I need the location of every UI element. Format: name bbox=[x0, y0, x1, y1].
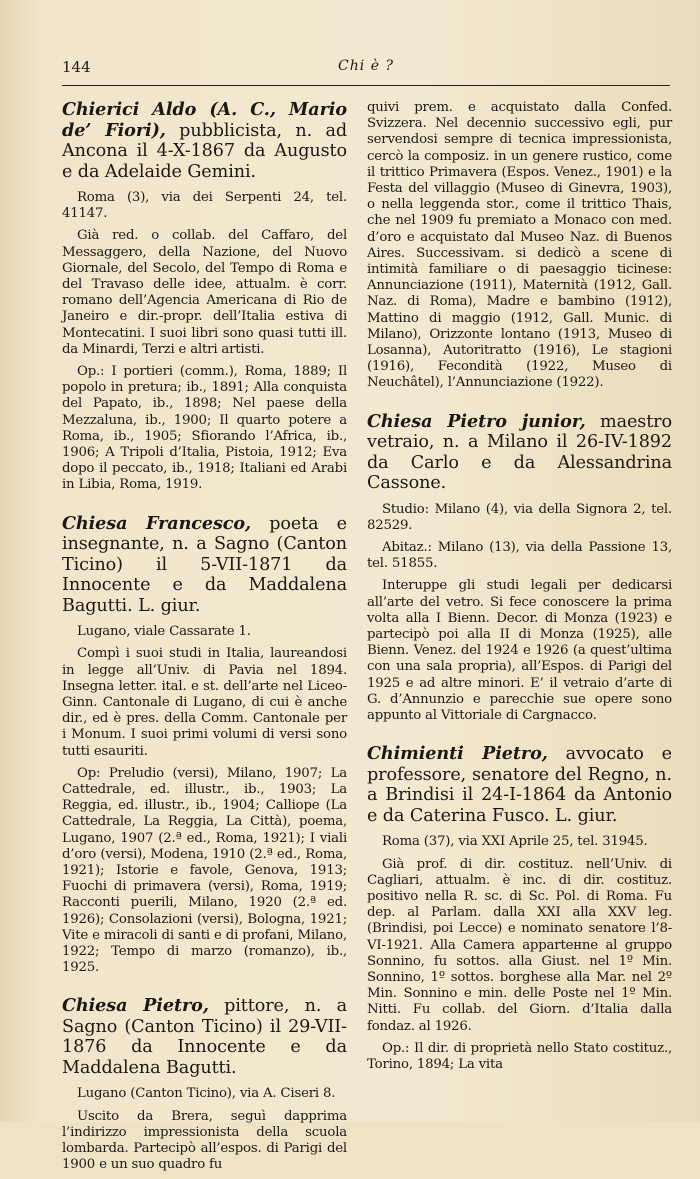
entry-career: Uscito da Brera, seguì dapprima l’indirizzo impressionista della scuola lombarda. Partecipò all’espos. di Parigi del 1900 e un suo quadro fu bbox=[62, 1108, 347, 1173]
entry-description: pubblicista, n. ad Ancona il 4-X-1867 da Augusto e da Adelaide Gemini. bbox=[62, 120, 347, 182]
entry-name: Chimienti Pietro, bbox=[367, 743, 548, 765]
entry-career: Compì i suoi studi in Italia, laureandosi in legge all’Univ. di Pavia nel 1894. Insegna letter. ital. e st. dell’arte nel Liceo-Ginn. Cantonale di Lugano, di cui è anche dir., ed è pres. della Comm. Cantonale per i Monum. I suoi primi volumi di versi sono tutti esauriti. bbox=[62, 646, 347, 759]
entry-works: Op.: I portieri (comm.), Roma, 1889; Il popolo in pretura; ib., 1891; Alla conquista del Papato, ib., 1898; Nel paese della Mezzaluna, ib., 1900; Il quarto potere a Roma, ib., 1905; Sfiorando l’Africa, ib., 1906; A Tripoli d’Italia, Pistoia, 1912; Eva dopo il peccato, ib., 1918; Italiani ed Arabi in Libia, Roma, 1919. bbox=[62, 364, 347, 493]
entry-gap bbox=[62, 500, 347, 514]
entry-gap bbox=[62, 982, 347, 996]
entry-gap bbox=[367, 730, 672, 744]
entry-description: poeta e insegnante, n. a Sagno (Canton Ticino) il 5-VII-1871 da Innocente e da Maddalena Bagutti. L. giur. bbox=[62, 513, 347, 616]
entry-gap bbox=[367, 398, 672, 412]
page-number: 144 bbox=[62, 58, 91, 76]
entry-name: Chierici Aldo (A. C., Mario de’ Fiori), bbox=[62, 99, 347, 141]
entry-continuation: quivi prem. e acquistato dalla Confed. Svizzera. Nel decennio successivo egli, pur servendosi sempre di tecnica impressionista, cercò la composiz. in un genere rustico, come il trittico Primavera (Espos. Venez., 1901) e la Festa del villaggio (Museo di Ginevra, 1903), o nella leggenda stor., come il trittico Thais, che nel 1909 fu premiato a Monaco con med. d’oro e acquistato dal Museo Naz. di Buenos Aires. Successivam. si dedicò a scene di intimità familiare o di paesaggio ticinese: Annunciazione (1911), Maternità (1912, Gall. Naz. di Roma), Madre e bambino (1912), Mattino di maggio (1912, Gall. Munic. di Milano), Orizzonte lontano (1913, Museo di Losanna), Autoritratto (1916), Le stagioni (1916), Fecondità (1922, Museo di Neuchâtel), l’Annunciazione (1922). bbox=[367, 100, 672, 391]
entry-career: Già red. o collab. del Caffaro, del Messaggero, della Nazione, del Nuovo Giornale, del Secolo, del Tempo di Roma e del Travaso delle idee, attualm. è corr. romano dell’Agencia Americana di Rio de Janeiro e dir.-propr. dell’Italia estiva di Montecatini. I suoi libri sono quasi tutti ill. da Minardi, Terzi e altri artisti. bbox=[62, 228, 347, 357]
right-column bbox=[367, 100, 672, 1079]
entry-chiesa-francesco bbox=[62, 514, 347, 977]
entry-career: Interuppe gli studi legali per dedicarsi all’arte del vetro. Si fece conoscere la prima volta alla I Bienn. Decor. di Monza (1923) e partecipò poi alla II di Monza (1925), alle Bienn. Venez. del 1924 e 1926 (a quest’ultima con una sala propria), all’Espos. di Parigi del 1925 e ad altre minori. E’ il vetraio d’arte di G. d’Annunzio e parecchie sue opere sono appunto al Vittoriale di Cargnacco. bbox=[367, 578, 672, 724]
entry-chimienti-pietro bbox=[367, 744, 672, 1073]
entry-chiesa-pietro-junior bbox=[367, 412, 672, 725]
entry-chiesa-pietro bbox=[62, 996, 347, 1173]
entry-address: Lugano (Canton Ticino), via A. Ciseri 8. bbox=[77, 1086, 336, 1102]
entry-abitazione: Abitaz.: Milano (13), via della Passione 13, tel. 51855. bbox=[367, 540, 672, 572]
entry-name: Chiesa Pietro junior, bbox=[367, 410, 586, 432]
entry-heading bbox=[62, 996, 347, 1078]
running-title: Chi è ? bbox=[338, 58, 394, 74]
entry-heading bbox=[367, 744, 672, 826]
entry-description: maestro vetraio, n. a Milano il 26-IV-1892 da Carlo e da Alessandrina Cassone. bbox=[367, 411, 672, 494]
left-column bbox=[62, 100, 347, 1179]
entry-studio: Studio: Milano (4), via della Signora 2, tel. 82529. bbox=[367, 501, 672, 533]
entry-works: Op.: Il dir. di proprietà nello Stato costituz., Torino, 1894; La vita bbox=[367, 1040, 672, 1072]
entry-address: Lugano, viale Cassarate 1. bbox=[77, 624, 251, 640]
entry-address: Roma (37), via XXI Aprile 25, tel. 31945. bbox=[382, 834, 648, 850]
page-header bbox=[62, 58, 670, 82]
entry-address: Roma (3), via dei Serpenti 24, tel. 41147. bbox=[62, 190, 347, 222]
entry-description: avvocato e professore, senatore del Regno, n. a Brindisi il 24-I-1864 da Antonio e da Caterina Fusco. L. giur. bbox=[367, 744, 672, 826]
entry-name: Chiesa Francesco, bbox=[62, 512, 252, 534]
entry-chierici-aldo bbox=[62, 100, 347, 494]
entry-works: Op: Preludio (versi), Milano, 1907; La Cattedrale, ed. illustr., ib., 1903; La Reggia, ed. illustr., ib., 1904; Calliope (La Cattedrale, La Reggia, La Città), poema, Lugano, 1907 (2.ª ed., Roma, 1921); I viali d’oro (versi), Modena, 1910 (2.ª ed., Roma, 1921); Istorie e favole, Genova, 1913; Fuochi di primavera (versi), Roma, 1919; Racconti puerili, Milano, 1920 (2.ª ed. 1926); Consolazioni (versi), Bologna, 1921; Vite e miracoli di santi e di profani, Milano, 1922; Tempo di marzo (romanzo), ib., 1925. bbox=[62, 765, 347, 976]
entry-name: Chiesa Pietro, bbox=[62, 995, 209, 1017]
header-rule bbox=[62, 85, 670, 86]
entry-heading bbox=[62, 514, 347, 617]
entry-heading bbox=[367, 412, 672, 494]
entry-heading bbox=[62, 100, 347, 182]
entry-description: pittore, n. a Sagno (Canton Ticino) il 29-VII-1876 da Innocente e da Maddalena Bagutti. bbox=[62, 996, 347, 1078]
entry-career: Già prof. di dir. costituz. nell’Univ. di Cagliari, attualm. è inc. di dir. costituz. positivo nella R. sc. di Sc. Pol. di Roma. Fu dep. al Parlam. dalla XXI alla XXV leg. (Brindisi, poi Lecce) e nominato senatore l’8-VI-1921. Alla Camera apparteнne al gruppo Sonnino, fu sottos. alla Giust. nel 1º Min. Sonnino, 1º sottos. borghese alla Mar. nel 2º Min. Sonnino e min. delle Poste nel 1º Min. Nitti. Fu collab. del Giorn. d’Italia dalla fondaz. al 1926. bbox=[367, 856, 672, 1034]
